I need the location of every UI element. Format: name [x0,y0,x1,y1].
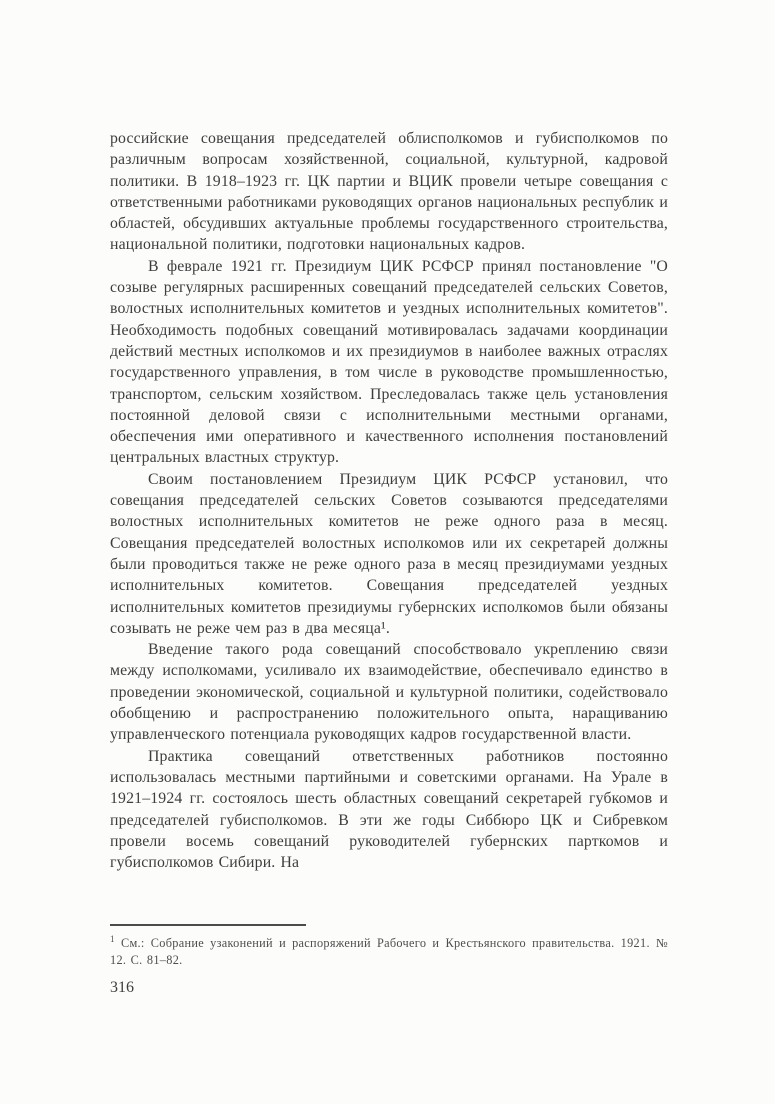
footnote-block [110,924,668,997]
paragraph-3: Своим постановлением Президиум ЦИК РСФСР установил, что совещания председателей сельских Советов созываются председателями волостных исполнительных комитетов не реже одного раза в месяц. Совещания председателей волостных исполкомов или их секретарей должны были проводиться также не реже одного раза в месяц президиумами уездных исполнительных комитетов. Совещания председателей уездных исполнительных комитетов президиумы губернских исполкомов были обязаны созывать не реже чем раз в два месяца¹. [110,470,668,637]
paragraph-2: В феврале 1921 гг. Президиум ЦИК РСФСР принял постановление "О созыве регулярных расширенных совещаний председателей сельских Советов, волостных исполнительных комитетов и уездных исполнительных комитетов". Необходимость подобных совещаний мотивировалась задачами координации действий местных исполкомов и их президиумов в наиболее важных отраслях государственного управления, в том числе в руководстве промышленностью, транспортом, сельским хозяйством. Преследовалась также цель установления постоянной деловой связи с исполнительными местными органами, обеспечения ими оперативного и качественного исполнения постановлений центральных властных структур. [110,257,668,467]
page-number: 316 [110,979,134,996]
paragraph-1: российские совещания председателей облисполкомов и губисполкомов по различным вопросам хозяйственной, социальной, культурной, кадровой политики. В 1918–1923 гг. ЦК партии и ВЦИК провели четыре совещания с ответственными работниками руководящих органов национальных республик и областей, обсудивших актуальные проблемы государственного строительства, национальной политики, подготовки национальных кадров. [110,130,668,254]
footnote-separator [110,924,306,926]
paragraph-4: Введение такого рода совещаний способствовало укреплению связи между исполкомами, усиливало их взаимодействие, обеспечивало единство в проведении экономической, социальной и культурной политики, содействовало обобщению и распространению положительного опыта, наращиванию управленческого потенциала руководящих кадров государственной власти. [110,641,668,744]
footnote [110,935,668,969]
paragraph-5: Практика совещаний ответственных работников постоянно использовалась местными партийными и советскими органами. На Урале в 1921–1924 гг. состоялось шесть областных совещаний секретарей губкомов и председателей губисполкомов. В эти же годы Сиббюро ЦК и Сибревком провели восемь совещаний руководителей губернских парткомов и губисполкомов Сибири. На [110,747,668,872]
footnote-marker: 1 [110,933,115,944]
body-text [110,128,668,873]
footnote-text: См.: Собрание узаконений и распоряжений Рабочего и Крестьянского правительства. 1921. № 12. С. 81–82. [110,936,668,967]
